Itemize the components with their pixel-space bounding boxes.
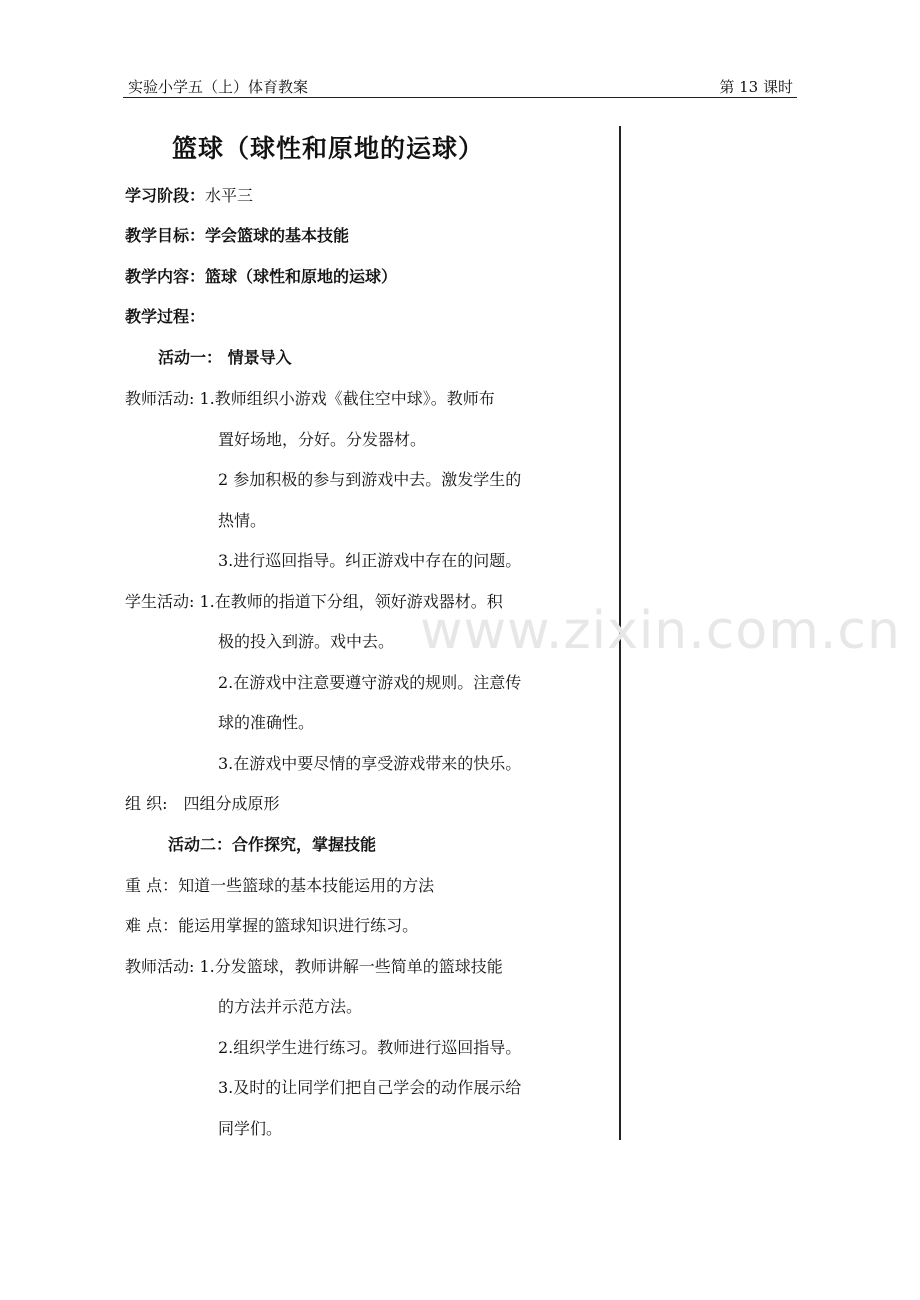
difficulty-line: 难 点：能运用掌握的篮球知识进行练习。 xyxy=(125,916,419,935)
activity1-teacher-line: 置好场地，分好。分发器材。 xyxy=(218,430,427,449)
activity2-heading: 活动二：合作探究，掌握技能 xyxy=(168,835,377,854)
process-line: 教学过程： xyxy=(125,307,206,326)
activity1-student-line: 学生活动: 1.在教师的指道下分组，领好游戏器材。积 xyxy=(125,592,503,611)
activity2-teacher-line: 教师活动: 1.分发篮球，教师讲解一些简单的篮球技能 xyxy=(125,957,503,976)
activity2-teacher-line: 3.及时的让同学们把自己学会的动作展示给 xyxy=(218,1078,522,1097)
header-lesson-number: 第 13 课时 xyxy=(719,78,793,96)
stage-value: 水平三 xyxy=(205,186,254,205)
activity2-teacher-line: 同学们。 xyxy=(218,1119,283,1138)
activity1-student-line: 极的投入到游。戏中去。 xyxy=(218,632,395,651)
organization-line xyxy=(125,791,280,814)
organization-value: 四组分成原形 xyxy=(183,794,280,813)
activity1-teacher-line: 2 参加积极的参与到游戏中去。激发学生的 xyxy=(218,470,522,489)
activity1-student-line: 3.在游戏中要尽情的享受游戏带来的快乐。 xyxy=(218,754,522,773)
activity1-teacher-line: 热情。 xyxy=(218,511,267,530)
activity1-student-line: 2.在游戏中注意要遵守游戏的规则。注意传 xyxy=(218,673,522,692)
organization-label: 组 织: xyxy=(125,794,168,813)
key-point-line: 重 点：知道一些篮球的基本技能运用的方法 xyxy=(125,876,435,895)
goal-line: 教学目标：学会篮球的基本技能 xyxy=(125,226,350,245)
activity1-teacher-line: 3.进行巡回指导。纠正游戏中存在的问题。 xyxy=(218,551,522,570)
content-line: 教学内容：篮球（球性和原地的运球） xyxy=(125,267,398,286)
activity1-student-line: 球的准确性。 xyxy=(218,713,315,732)
activity2-teacher-line: 的方法并示范方法。 xyxy=(218,997,363,1016)
activity1-teacher-line: 教师活动: 1.教师组织小游戏《截住空中球》。教师布 xyxy=(125,389,495,408)
stage-line xyxy=(125,183,253,206)
stage-label: 学习阶段： xyxy=(125,186,206,205)
header-divider xyxy=(123,97,797,98)
activity2-teacher-line: 2.组织学生进行练习。教师进行巡回指导。 xyxy=(218,1038,522,1057)
header-left-text: 实验小学五（上）体育教案 xyxy=(128,78,309,96)
watermark: www.zixin.com.cn xyxy=(420,601,901,661)
page-title: 篮球（球性和原地的运球） xyxy=(172,134,485,163)
activity1-heading: 活动一： 情景导入 xyxy=(158,348,292,367)
